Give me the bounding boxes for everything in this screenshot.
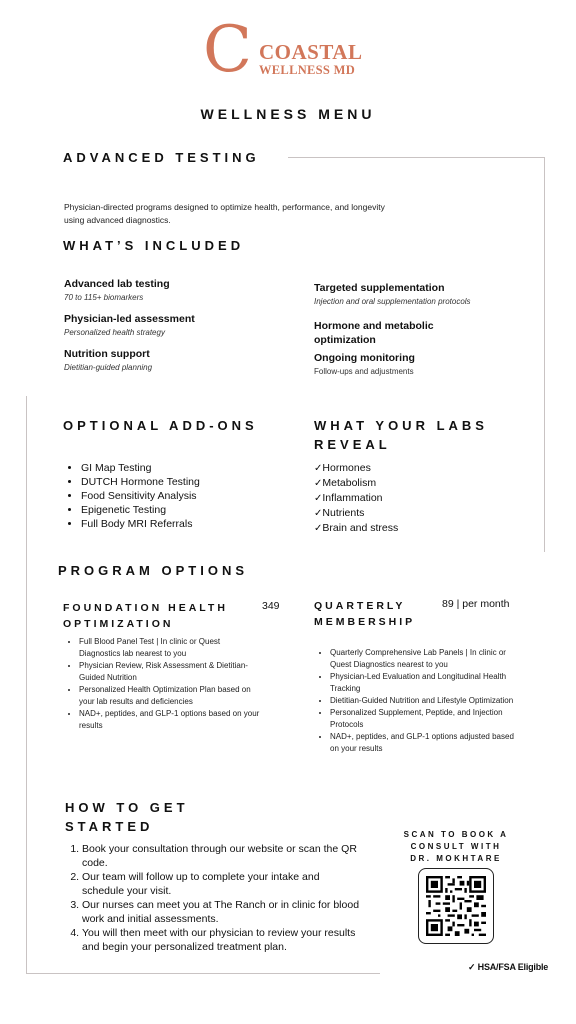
- quarterly-item: • NAD+, peptides, and GLP-1 options adjusted based on your results: [330, 731, 522, 755]
- foundation-item: • NAD+, peptides, and GLP-1 options based on your results: [79, 708, 263, 732]
- whats-included-title: WHAT’S INCLUDED: [63, 238, 245, 253]
- start-title-line2: STARTED: [65, 819, 154, 834]
- lab-item: ✓ Hormones: [314, 461, 514, 476]
- addon-item: • Epigenetic Testing: [81, 503, 283, 517]
- advanced-testing-description: Physician-directed programs designed to optimize health, performance, and longevity using advanced diagnostics.: [64, 202, 385, 225]
- program-options-title: PROGRAM OPTIONS: [58, 563, 249, 578]
- labs-title-line2: REVEAL: [314, 437, 391, 452]
- included-item-subtitle: Follow-ups and adjustments: [314, 367, 414, 376]
- lab-item: ✓ Inflammation: [314, 491, 514, 506]
- scan-caption-line3: DR. MOKHTARE: [410, 854, 502, 863]
- brand-name-line2: WELLNESS MD: [259, 63, 356, 77]
- included-item-subtitle: Dietitian-guided planning: [64, 363, 153, 372]
- lab-item: ✓ Brain and stress: [314, 521, 514, 536]
- quarterly-item: • Personalized Supplement, Peptide, and Injection Protocols: [330, 707, 522, 731]
- included-item-subtitle: Injection and oral supplementation protocols: [314, 297, 471, 306]
- quarterly-price: 89 | per month: [442, 598, 510, 610]
- start-step: 1. Book your consultation through our website or scan the QR code.: [82, 842, 362, 870]
- addons-title: OPTIONAL ADD-ONS: [63, 418, 258, 433]
- foundation-title-line1: FOUNDATION HEALTH: [63, 602, 228, 614]
- quarterly-item: • Physician-Led Evaluation and Longitudinal Health Tracking: [330, 671, 522, 695]
- included-item-subtitle: Personalized health strategy: [64, 328, 165, 337]
- hsa-fsa-badge: ✓ HSA/FSA Eligible: [468, 962, 549, 972]
- quarterly-title-line1: QUARTERLY: [314, 600, 406, 612]
- frame-left-line: [26, 396, 27, 974]
- included-item: [314, 352, 514, 376]
- foundation-list: [63, 636, 263, 732]
- quarterly-list: [314, 647, 522, 755]
- frame-bottom-line: [26, 973, 380, 974]
- start-step: 4. You will then meet with our physician to review your results and begin your personalized treatment plan.: [82, 926, 362, 954]
- addons-list: [63, 461, 283, 531]
- start-title-line1: HOW TO GET: [65, 800, 189, 815]
- scan-caption-line2: CONSULT WITH: [410, 842, 502, 851]
- foundation-title: [63, 600, 228, 632]
- included-item-title: Targeted supplementation: [314, 282, 445, 294]
- foundation-item: • Personalized Health Optimization Plan based on your lab results and deficiencies: [79, 684, 263, 708]
- included-item-title: Hormone and metabolic optimization: [314, 320, 434, 346]
- included-item-title: Nutrition support: [64, 348, 150, 360]
- lab-item: ✓ Metabolism: [314, 476, 514, 491]
- start-title: [65, 798, 189, 836]
- quarterly-title-line2: MEMBERSHIP: [314, 616, 416, 628]
- addon-item: • Full Body MRI Referrals: [81, 517, 283, 531]
- labs-title-line1: WHAT YOUR LABS: [314, 418, 488, 433]
- quarterly-item: • Quarterly Comprehensive Lab Panels | In clinic or Quest Diagnostics nearest to you: [330, 647, 522, 671]
- foundation-item: • Full Blood Panel Test | In clinic or Quest Diagnostics lab nearest to you: [79, 636, 263, 660]
- foundation-item: • Physician Review, Risk Assessment & Dietitian-Guided Nutrition: [79, 660, 263, 684]
- frame-top-line: [288, 157, 544, 158]
- brand-mark: C: [203, 13, 252, 87]
- labs-list: [314, 461, 514, 536]
- included-item: [64, 278, 294, 302]
- qr-code[interactable]: [418, 868, 494, 944]
- start-steps: [64, 842, 362, 954]
- menu-title: WELLNESS MENU: [200, 106, 376, 122]
- brand-logo: [203, 13, 378, 88]
- foundation-title-line2: OPTIMIZATION: [63, 618, 174, 630]
- labs-title: [314, 416, 488, 454]
- quarterly-item: • Dietitian-Guided Nutrition and Lifestyle Optimization: [330, 695, 522, 707]
- addon-item: • DUTCH Hormone Testing: [81, 475, 283, 489]
- addon-item: • GI Map Testing: [81, 461, 283, 475]
- lab-item: ✓ Nutrients: [314, 506, 514, 521]
- start-step: 2. Our team will follow up to complete your intake and schedule your visit.: [82, 870, 362, 898]
- start-step: 3. Our nurses can meet you at The Ranch or in clinic for blood work and initial assessments.: [82, 898, 362, 926]
- included-item: [314, 282, 514, 306]
- foundation-price: 349: [262, 600, 280, 612]
- quarterly-title: [314, 598, 415, 630]
- scan-caption: [380, 829, 532, 865]
- included-item-title: Physician-led assessment: [64, 313, 195, 325]
- included-item: [314, 319, 474, 347]
- addon-item: • Food Sensitivity Analysis: [81, 489, 283, 503]
- included-item: [64, 313, 294, 337]
- advanced-testing-title: ADVANCED TESTING: [63, 150, 260, 165]
- frame-right-line: [544, 157, 545, 552]
- included-item-title: Ongoing monitoring: [314, 352, 415, 364]
- qr-code-icon: [426, 876, 486, 936]
- scan-caption-line1: SCAN TO BOOK A: [403, 830, 509, 839]
- included-item-subtitle: 70 to 115+ biomarkers: [64, 293, 144, 302]
- included-item-title: Advanced lab testing: [64, 278, 170, 290]
- brand-name-line1: COASTAL: [259, 40, 363, 64]
- included-item: [64, 348, 294, 372]
